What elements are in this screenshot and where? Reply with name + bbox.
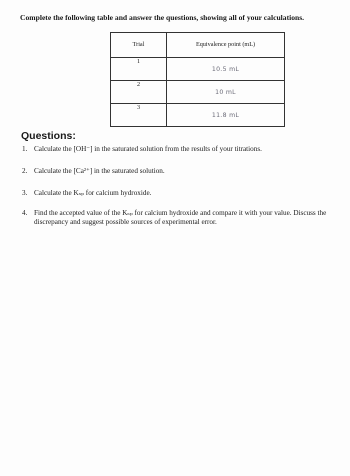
- instruction-text: Complete the following table and answer the questions, showing all of your calculations.: [20, 13, 305, 22]
- question-number: 4.: [22, 209, 28, 217]
- equivalence-value[interactable]: 11.8 mL: [167, 104, 285, 127]
- questions-list: [22, 142, 347, 240]
- question-text: Calculate the [OH⁻] in the saturated solution from the results of your titrations.: [34, 145, 262, 153]
- equivalence-value[interactable]: 10.5 mL: [167, 58, 285, 81]
- question-item: [22, 167, 347, 176]
- question-item: [22, 209, 347, 227]
- table-row: [111, 104, 285, 127]
- table-row: [111, 58, 285, 81]
- question-text: Calculate the Kₛₚ for calcium hydroxide.: [34, 189, 152, 197]
- table-row: [111, 81, 285, 104]
- question-item: [22, 145, 347, 154]
- question-number: 3.: [22, 189, 28, 197]
- results-table: [110, 32, 285, 127]
- equivalence-point-column-header: Equivalence point (mL): [167, 33, 285, 58]
- trial-number: 3: [111, 104, 167, 127]
- equivalence-value[interactable]: 10 mL: [167, 81, 285, 104]
- question-number: 2.: [22, 167, 28, 175]
- question-number: 1.: [22, 145, 28, 153]
- trial-column-header: Trial: [111, 33, 167, 58]
- trial-number: 2: [111, 81, 167, 104]
- table-header-row: [111, 33, 285, 58]
- question-text: Find the accepted value of the Kₛₚ for calcium hydroxide and compare it with your value. Discuss the discrepancy and suggest possible sources of experimental error.: [34, 209, 327, 226]
- question-text: Calculate the [Ca²⁺] in the saturated solution.: [34, 167, 165, 175]
- questions-title: Questions:: [21, 130, 76, 142]
- question-item: [22, 189, 347, 198]
- trial-number: 1: [111, 58, 167, 81]
